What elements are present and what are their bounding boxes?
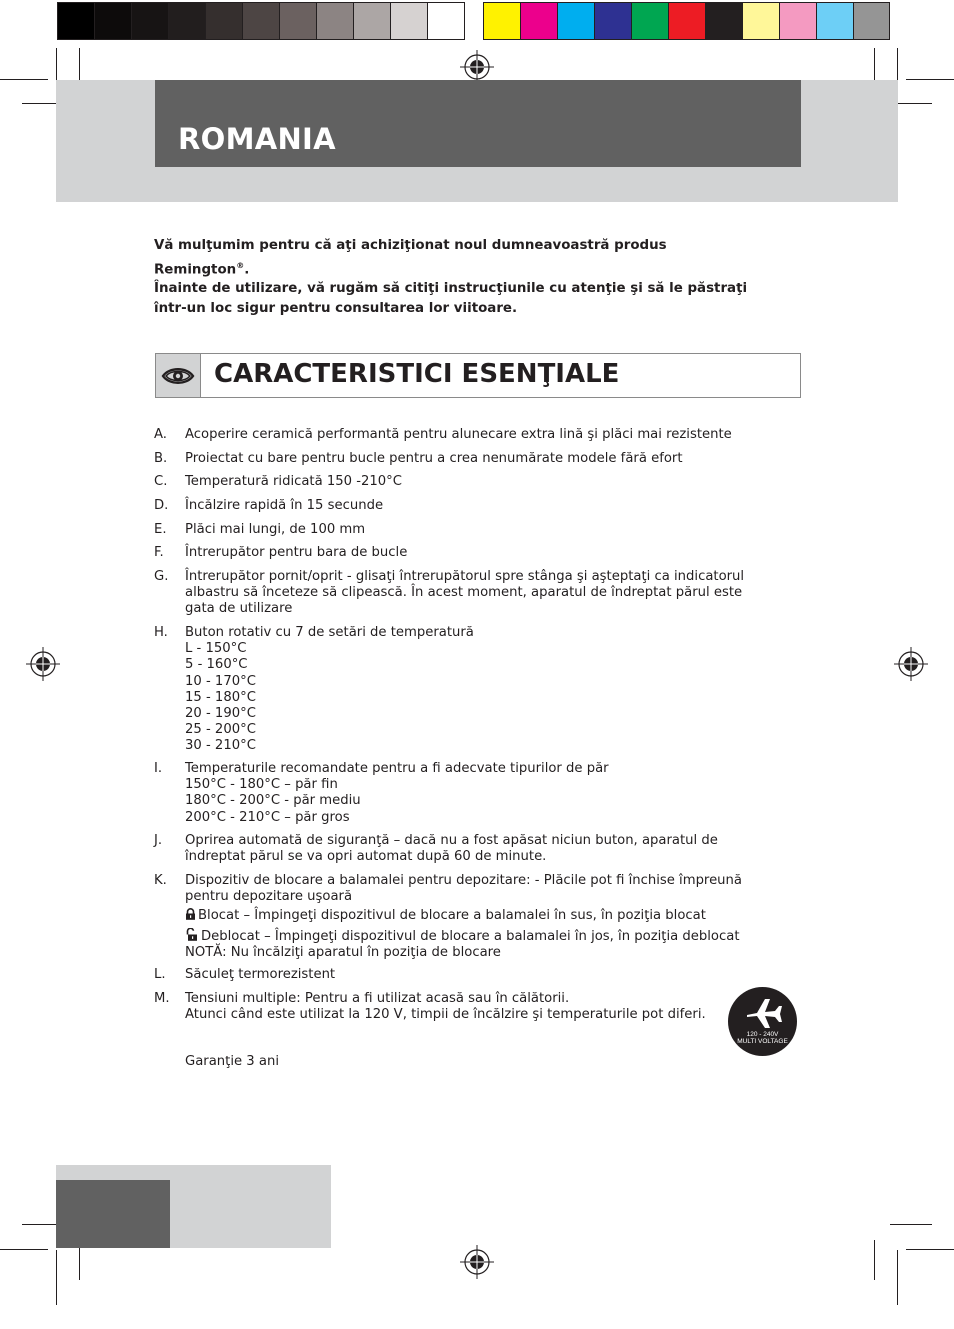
list-letter: B.: [154, 451, 168, 466]
registration-mark-icon: [460, 1245, 494, 1279]
brand-name: Remington: [154, 261, 237, 277]
list-letter: D.: [154, 498, 169, 513]
item-text: Acoperire ceramică performantă pentru alunecare extra lină şi plăci mai rezistente: [185, 427, 732, 442]
item-text: Plăci mai lungi, de 100 mm: [185, 522, 366, 537]
item-text: 200°C - 210°C – păr gros: [185, 809, 350, 825]
airplane-icon: [743, 995, 783, 1029]
item-text: Temperatură ridicată 150 -210°C: [185, 474, 402, 489]
item-text: Întrerupător pentru bara de bucle: [185, 545, 408, 560]
item-text: Oprirea automată de siguranţă – dacă nu a fost apăsat niciun buton, aparatul de: [185, 833, 718, 848]
item-text: Atunci când este utilizat la 120 V, timpii de încălzire şi temperaturile pot diferi.: [185, 1007, 706, 1023]
intro-line: Vă mulţumim pentru că aţi achiziţionat noul dumneavoastră produs: [154, 238, 667, 253]
gray-swatch: [280, 3, 317, 39]
list-letter: K.: [154, 873, 167, 888]
color-swatch: [632, 3, 669, 39]
list-letter: H.: [154, 625, 168, 640]
item-text: gata de utilizare: [185, 601, 293, 617]
page-title: ROMANIA: [178, 122, 336, 156]
crop-mark: [897, 1250, 898, 1305]
color-swatch: [817, 3, 854, 39]
item-text: Încălzire rapidă în 15 secunde: [185, 498, 384, 513]
registered-mark: ®: [236, 260, 245, 270]
lock-text: Blocat – Împingeţi dispozitivul de blocare a balamalei în sus, în poziţia blocat: [198, 908, 706, 924]
item-text: Proiectat cu bare pentru bucle pentru a crea nenumărate modele fără efort: [185, 451, 683, 466]
unlock-icon: [185, 928, 199, 941]
footer-block: [56, 1180, 170, 1248]
list-letter: C.: [154, 474, 168, 489]
gray-swatch: [317, 3, 354, 39]
intro-line: [154, 256, 804, 280]
voltage-range: 120 - 240V: [746, 1031, 779, 1038]
item-text: 30 - 210°C: [185, 738, 256, 754]
lock-line: [185, 908, 785, 924]
list-letter: F.: [154, 545, 164, 560]
note-text: NOTĂ: Nu încălziţi aparatul în poziţia de blocare: [185, 944, 501, 960]
registration-mark-icon: [460, 50, 494, 84]
item-text: L - 150°C: [185, 641, 247, 657]
list-letter: M.: [154, 991, 170, 1006]
gray-swatch: [95, 3, 132, 39]
crop-mark: [906, 79, 954, 80]
unlock-text: Deblocat – Împingeţi dispozitivul de blocare a balamalei în jos, în poziţia deblocat: [201, 928, 740, 944]
item-text: Săculeţ termorezistent: [185, 967, 336, 982]
item-text: îndreptat părul se va opri automat după 60 de minute.: [185, 849, 547, 865]
item-text: 20 - 190°C: [185, 706, 256, 722]
color-swatch: [521, 3, 558, 39]
multi-voltage-label: MULTI VOLTAGE: [737, 1038, 788, 1045]
section-title: CARACTERISTICI ESENŢIALE: [214, 359, 620, 389]
color-swatch: [854, 3, 889, 39]
list-letter: A.: [154, 427, 167, 442]
item-text: Întrerupător pornit/oprit - glisaţi întrerupătorul spre stânga şi aşteptaţi ca indicatorul: [185, 569, 745, 584]
unlock-line: [185, 928, 785, 945]
crop-mark: [56, 1250, 57, 1305]
intro-line: într-un loc sigur pentru consultarea lor viitoare.: [154, 300, 518, 316]
gray-swatch: [354, 3, 391, 39]
registration-mark-icon: [26, 647, 60, 681]
intro-line: Înainte de utilizare, vă rugăm să citiţi instrucţiunile cu atenţie şi să le păstraţi: [154, 281, 748, 297]
gray-swatch: [206, 3, 243, 39]
gray-swatch: [58, 3, 95, 39]
crop-mark: [0, 1249, 48, 1250]
crop-mark: [906, 1249, 954, 1250]
intro-text: [154, 236, 804, 318]
color-swatch: [743, 3, 780, 39]
crop-mark: [56, 48, 57, 80]
gray-swatch: [169, 3, 206, 39]
item-text: 5 - 160°C: [185, 657, 248, 673]
list-letter: E.: [154, 522, 167, 537]
crop-mark: [890, 1224, 932, 1225]
list-letter: I.: [154, 761, 163, 776]
gray-swatch: [243, 3, 280, 39]
item-text: 150°C - 180°C – păr fin: [185, 777, 338, 793]
item-text: 10 - 170°C: [185, 673, 256, 689]
item-text: Dispozitiv de blocare a balamalei pentru depozitare: - Plăcile pot fi închise împreună: [185, 873, 742, 888]
item-text: 180°C - 200°C - păr mediu: [185, 793, 361, 809]
intro-line-end: .: [244, 261, 250, 277]
color-swatch: [669, 3, 706, 39]
list-letter: J.: [154, 833, 163, 848]
list-letter: L.: [154, 967, 166, 982]
color-swatch: [484, 3, 521, 39]
gray-swatch: [391, 3, 428, 39]
item-text: albastru să înceteze să clipească. În acest moment, aparatul de îndreptat părul este: [185, 585, 743, 601]
registration-mark-icon: [894, 647, 928, 681]
grayscale-color-bar: [57, 2, 465, 40]
section-heading: [155, 353, 801, 398]
color-swatch: [595, 3, 632, 39]
color-swatch: [706, 3, 743, 39]
item-text: Temperaturile recomandate pentru a fi adecvate tipurilor de păr: [185, 761, 609, 776]
item-text: pentru depozitare uşoară: [185, 889, 353, 905]
item-text: 15 - 180°C: [185, 689, 256, 705]
crop-mark: [0, 79, 48, 80]
gray-swatch: [132, 3, 169, 39]
item-text: 25 - 200°C: [185, 722, 256, 738]
list-letter: G.: [154, 569, 169, 584]
eye-icon: [156, 354, 201, 397]
crop-mark: [874, 1240, 875, 1280]
multi-voltage-badge: [728, 987, 797, 1056]
process-color-bar: [483, 2, 890, 40]
lock-icon: [185, 908, 196, 920]
item-text: Buton rotativ cu 7 de setări de temperatură: [185, 625, 474, 640]
crop-mark: [897, 48, 898, 80]
guarantee-text: Garanţie 3 ani: [185, 1054, 279, 1069]
color-swatch: [558, 3, 595, 39]
color-swatch: [780, 3, 817, 39]
gray-swatch: [428, 3, 464, 39]
item-text: Tensiuni multiple: Pentru a fi utilizat acasă sau în călătorii.: [185, 991, 570, 1006]
